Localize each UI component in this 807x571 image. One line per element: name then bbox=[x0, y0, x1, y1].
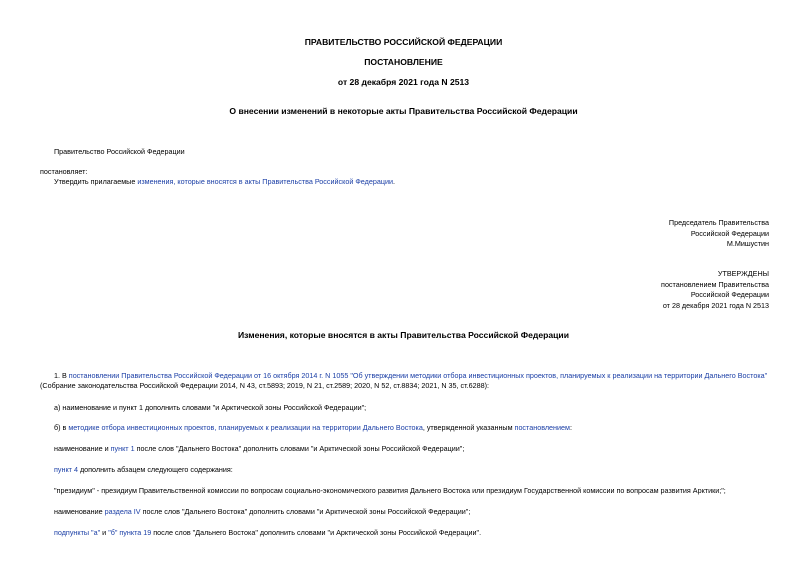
preamble-decides: постановляет: bbox=[40, 167, 88, 176]
item-b-suffix: : bbox=[569, 423, 572, 432]
item-name-point-1 bbox=[54, 444, 464, 453]
approve-link[interactable]: изменения, которые вносятся в акты Правительства Российской Федерации bbox=[137, 177, 393, 186]
approve-suffix: . bbox=[392, 177, 395, 186]
point-19-link[interactable]: "б" пункта 19 bbox=[108, 528, 152, 537]
point-4-link[interactable]: пункт 4 bbox=[54, 465, 78, 474]
signature-title-1: Председатель Правительства bbox=[668, 218, 769, 227]
government-heading: ПРАВИТЕЛЬСТВО РОССИЙСКОЙ ФЕДЕРАЦИИ bbox=[304, 37, 503, 47]
item-presidium-quote: "президиум" - президиум Правительственной комиссии по вопросам социально-экономического развития Дальнего Востока или президиум Государственной комиссии по вопросам развития Арктики;"; bbox=[54, 486, 726, 495]
preamble-subject: Правительство Российской Федерации bbox=[54, 147, 185, 156]
item-s4-prefix: наименование bbox=[54, 507, 105, 516]
changes-title: Изменения, которые вносятся в акты Правительства Российской Федерации bbox=[237, 330, 569, 340]
item-a: а) наименование и пункт 1 дополнить словами "и Арктической зоны Российской Федерации"; bbox=[54, 403, 367, 412]
item-b-prefix: б) в bbox=[54, 423, 69, 432]
approved-label: УТВЕРЖДЕНЫ bbox=[717, 269, 769, 278]
item-p19-and: и bbox=[100, 528, 109, 537]
approved-gov: Российской Федерации bbox=[690, 290, 769, 299]
approved-by: постановлением Правительства bbox=[661, 280, 769, 289]
item-1-prefix: 1. В bbox=[54, 371, 69, 380]
item-1 bbox=[54, 371, 767, 380]
item-s4-suffix: после слов "Дальнего Востока" дополнить словами "и Арктической зоны Российской Федерации"; bbox=[140, 507, 471, 516]
resolution-link[interactable]: постановлением bbox=[514, 423, 570, 432]
signature-name: М.Мишустин bbox=[726, 239, 769, 248]
document-title: О внесении изменений в некоторые акты Правительства Российской Федерации bbox=[229, 106, 578, 116]
item-section-4 bbox=[54, 507, 470, 516]
signature-title-2: Российской Федерации bbox=[690, 229, 769, 238]
item-b bbox=[54, 423, 572, 432]
preamble-approve bbox=[54, 177, 395, 186]
resolution-1055-link[interactable]: постановлении Правительства Российской Федерации от 16 октября 2014 г. N 1055 "Об утверждении методики отбора инвестиционных проектов, планируемых к реализации на территории Дальнего Востока" bbox=[68, 371, 768, 380]
item-b-mid: , утвержденной указанным bbox=[422, 423, 515, 432]
item-n1-prefix: наименование и bbox=[54, 444, 111, 453]
item-point-4 bbox=[54, 465, 233, 474]
item-p4-suffix: дополнить абзацем следующего содержания: bbox=[77, 465, 233, 474]
methodology-link[interactable]: методике отбора инвестиционных проектов, планируемых к реализации на территории Дальнего Востока bbox=[68, 423, 423, 432]
subpoint-a-link[interactable]: подпункты "а" bbox=[54, 528, 101, 537]
point-1-link[interactable]: пункт 1 bbox=[110, 444, 135, 453]
approve-prefix: Утвердить прилагаемые bbox=[54, 177, 138, 186]
item-1-continuation: (Собрание законодательства Российской Федерации 2014, N 43, ст.5893; 2019, N 21, ст.2589; 2020, N 52, ст.8834; 2021, N 35, ст.6288): bbox=[40, 381, 490, 390]
document-type: ПОСТАНОВЛЕНИЕ bbox=[364, 57, 443, 67]
item-point-19 bbox=[54, 528, 481, 537]
approved-date: от 28 декабря 2021 года N 2513 bbox=[662, 301, 769, 310]
document-date-number: от 28 декабря 2021 года N 2513 bbox=[337, 77, 470, 87]
item-p19-suffix: после слов "Дальнего Востока" дополнить словами "и Арктической зоны Российской Федерации". bbox=[151, 528, 482, 537]
section-4-link[interactable]: раздела IV bbox=[104, 507, 141, 516]
item-n1-suffix: после слов "Дальнего Востока" дополнить словами "и Арктической зоны Российской Федерации"; bbox=[134, 444, 465, 453]
